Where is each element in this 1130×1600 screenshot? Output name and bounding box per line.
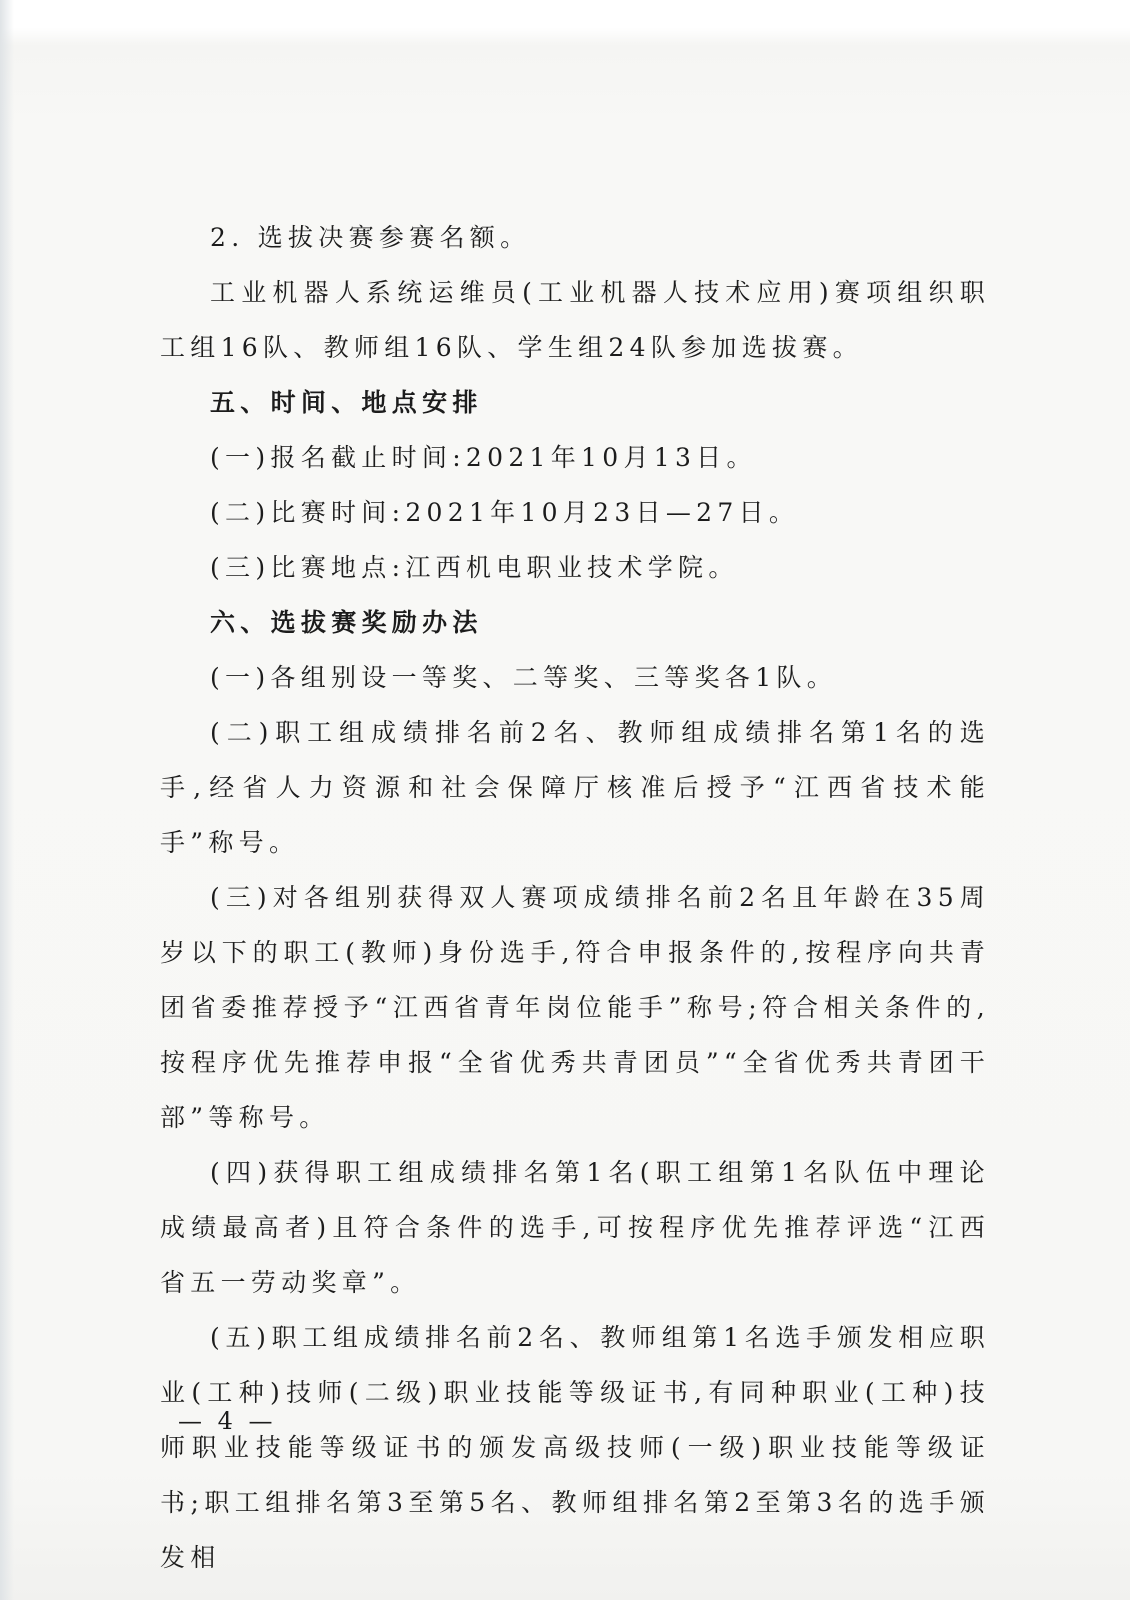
paragraph-award-4: (四)获得职工组成绩排名第1名(职工组第1名队伍中理论成绩最高者)且符合条件的选手,可按程序优先推荐评选“江西省五一劳动奖章”。 (160, 1158, 990, 1297)
paragraph-registration-deadline: (一)报名截止时间:2021年10月13日。 (210, 443, 757, 472)
paragraph-award-2: (二)职工组成绩排名前2名、教师组成绩排名第1名的选手,经省人力资源和社会保障厅核准后授予“江西省技术能手”称号。 (160, 718, 990, 857)
scan-left-edge (0, 0, 14, 1600)
paragraph-award-5: (五)职工组成绩排名前2名、教师组第1名选手颁发相应职业(工种)技师(二级)职业技能等级证书,有同种职业(工种)技师职业技能等级证书的颁发高级技师(一级)职业技能等级证书;职工组排名第3至第5名、教师组排名第2至第3名的选手颁发相 (160, 1323, 990, 1572)
document-body (160, 210, 990, 1585)
scan-top-edge (0, 0, 1130, 46)
paragraph-award-1: (一)各组别设一等奖、二等奖、三等奖各1队。 (210, 663, 838, 692)
paragraph-quota-detail: 工业机器人系统运维员(工业机器人技术应用)赛项组织职工组16队、教师组16队、学生组24队参加选拔赛。 (160, 278, 990, 362)
paragraph-competition-venue: (三)比赛地点:江西机电职业技术学院。 (210, 553, 739, 582)
section-heading-time-place: 五、时间、地点安排 (210, 388, 483, 417)
section-heading-awards: 六、选拔赛奖励办法 (210, 608, 483, 637)
paragraph-competition-time: (二)比赛时间:2021年10月23日—27日。 (210, 498, 800, 527)
paragraph-quota-heading: 2. 选拔决赛参赛名额。 (210, 223, 531, 252)
page-number: — 4 — (178, 1407, 277, 1435)
paragraph-award-3: (三)对各组别获得双人赛项成绩排名前2名且年龄在35周岁以下的职工(教师)身份选手,符合申报条件的,按程序向共青团省委推荐授予“江西省青年岗位能手”称号;符合相关条件的,按程序优先推荐申报“全省优秀共青团员”“全省优秀共青团干部”等称号。 (160, 883, 990, 1132)
